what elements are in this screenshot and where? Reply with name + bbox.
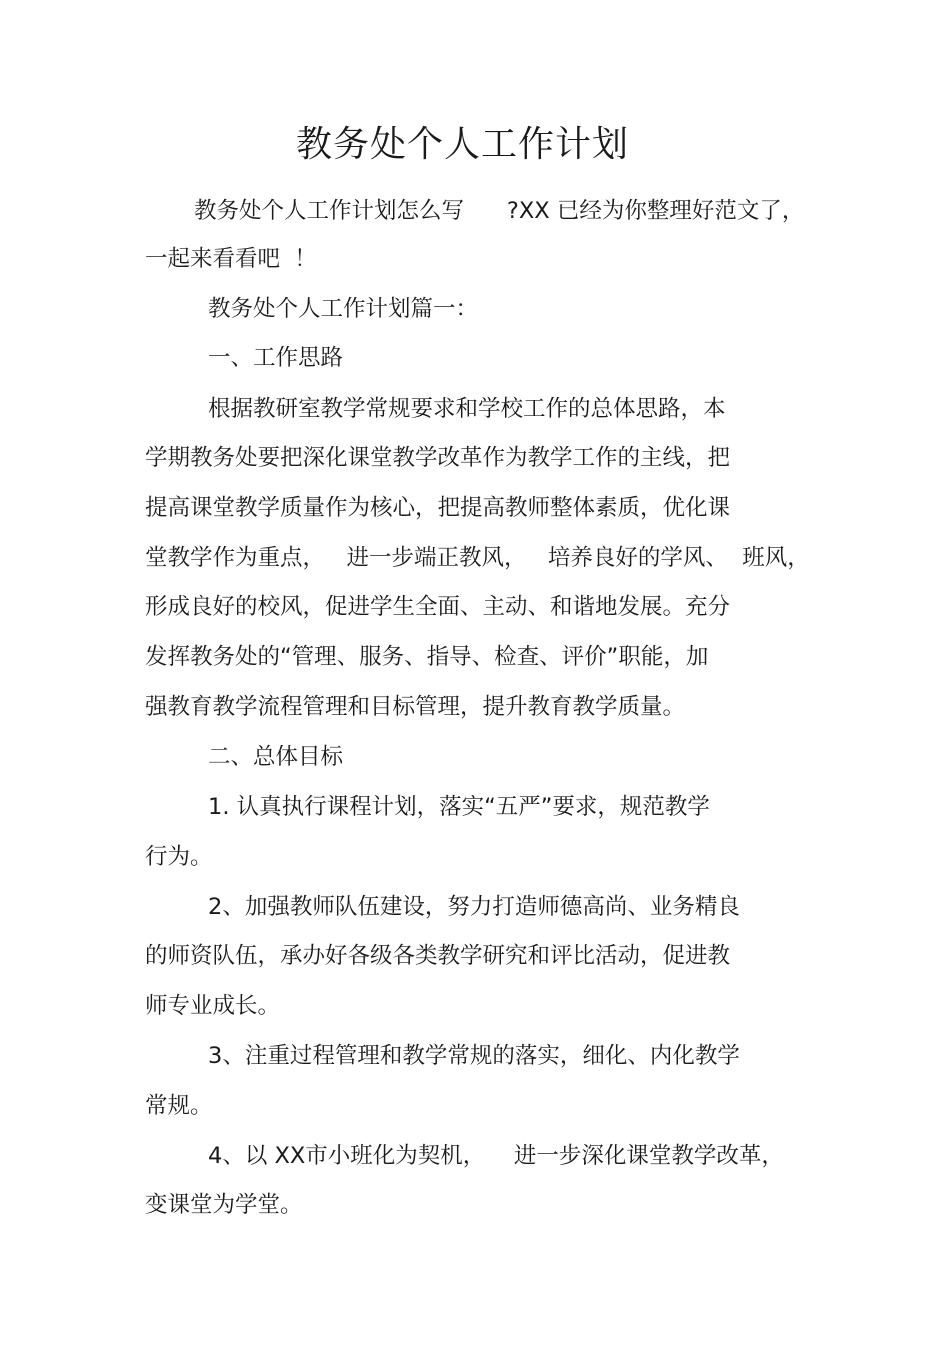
goal-2-line: 的师资队伍，承办好各级各类教学研究和评比活动，促进教 <box>145 943 731 969</box>
goal-1-line: 1. 认真执行课程计划，落实“五严”要求，规范教学 <box>208 794 710 820</box>
section-heading-overall-goals: 二、总体目标 <box>208 744 344 770</box>
document-title: 教务处个人工作计划 <box>295 124 629 165</box>
goal-1-line: 行为。 <box>145 844 213 870</box>
paragraph-line: 发挥教务处的“管理、服务、指导、检查、评价”职能，加 <box>145 644 709 670</box>
section-heading-part-one: 教务处个人工作计划篇一： <box>208 296 479 322</box>
goal-4-line: 变课堂为学堂。 <box>145 1192 303 1218</box>
goal-2-line: 2、加强教师队伍建设，努力打造师德高尚、业务精良 <box>208 894 740 920</box>
section-heading-work-ideas: 一、工作思路 <box>208 345 344 371</box>
intro-line-2: 一起来看看吧 ！ <box>145 246 317 272</box>
paragraph-line: 根据教研室教学常规要求和学校工作的总体思路，本 <box>208 396 726 422</box>
paragraph-line: 堂教学作为重点， 进一步端正教风， 培养良好的学风、 班风， <box>145 545 810 571</box>
intro-line-1: 教务处个人工作计划怎么写 ?XX 已经为你整理好范文了， <box>194 198 805 224</box>
goal-3-line: 常规。 <box>145 1093 213 1119</box>
goal-3-line: 3、注重过程管理和教学常规的落实，细化、内化教学 <box>208 1043 740 1069</box>
paragraph-line: 提高课堂教学质量作为核心，把提高教师整体素质，优化课 <box>145 495 731 521</box>
goal-4-line: 4、以 XX市小班化为契机， 进一步深化课堂教学改革， <box>208 1143 784 1169</box>
paragraph-line: 形成良好的校风，促进学生全面、主动、和谐地发展。充分 <box>145 594 731 620</box>
paragraph-line: 学期教务处要把深化课堂教学改革作为教学工作的主线，把 <box>145 445 731 471</box>
goal-2-line: 师专业成长。 <box>145 993 281 1019</box>
paragraph-line: 强教育教学流程管理和目标管理，提升教育教学质量。 <box>145 694 686 720</box>
